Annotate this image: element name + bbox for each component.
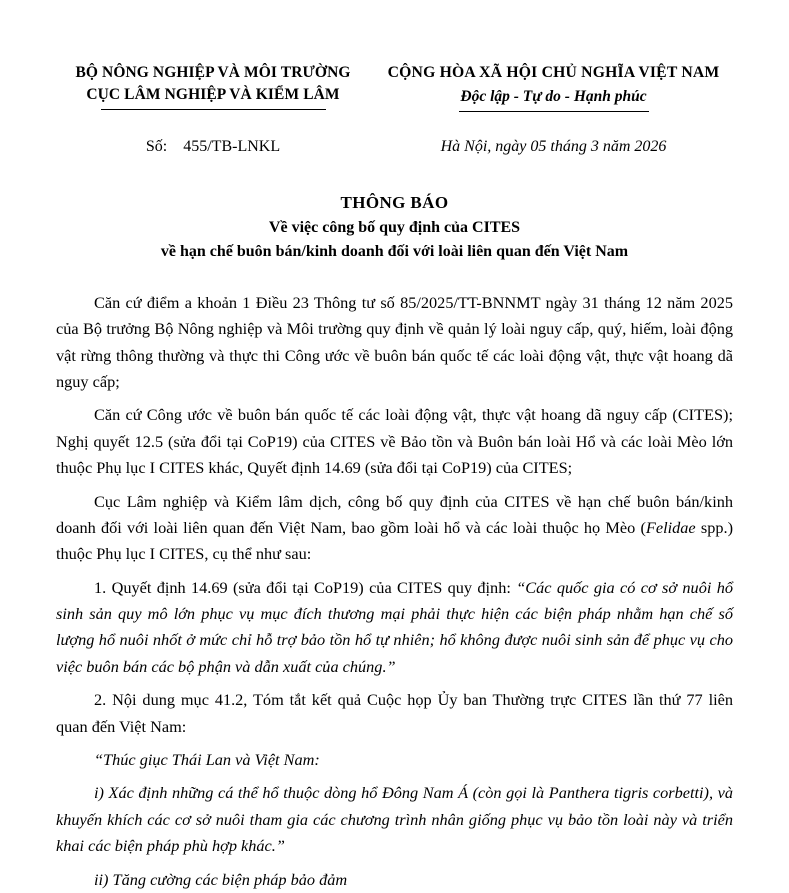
paragraph-legal-basis-1: Căn cứ điểm a khoản 1 Điều 23 Thông tư số 85/2025/TT-BNNMT ngày 31 tháng 12 năm 2025 của Bộ trưởng Bộ Nông nghiệp và Môi trường quy định về quản lý loài nguy cấp, quý, hiếm, loài động vật rừng thông thường và thực thi Công ước về buôn bán quốc tế các loài động vật, thực vật hoang dã nguy cấp; [56,292,733,391]
item-1-prefix: 1. Quyết định 14.69 (sửa đổi tại CoP19) của CITES quy định: [94,577,517,597]
announcement-prefix: Cục Lâm nghiệp và Kiểm lâm dịch, công bố quy định của CITES về hạn chế buôn bán/kinh doanh đối với loài liên quan đến Việt Nam, bao gồm loài hổ và các loài thuộc họ Mèo ( [56,491,733,537]
department-name: CỤC LÂM NGHIỆP VÀ KIỂM LÂM [86,86,340,103]
header-left-divider [101,109,326,110]
document-body [0,290,789,893]
quote-item-i-latin: Panthera tigris corbetti [548,783,704,803]
quote-item-ii-partial: ii) Tăng cường các biện pháp bảo đảm [94,869,348,889]
national-title-block [372,62,735,112]
quote-item-i-prefix: i) Xác định những cá thể hổ thuộc dòng hổ Đông Nam Á (còn gọi là [94,783,549,803]
document-title-block [0,190,789,264]
paragraph-announcement [56,489,733,568]
ministry-name: BỘ NÔNG NGHIỆP VÀ MÔI TRƯỜNG [75,64,351,81]
document-number-label: Số: [145,138,168,156]
paragraph-legal-basis-2: Căn cứ Công ước về buôn bán quốc tế các loài động vật, thực vật hoang dã nguy cấp (CITES); Nghị quyết 12.5 (sửa đổi tại CoP19) của CITES về Bảo tồn và Buôn bán loài Hổ và các loài Mèo lớn thuộc Phụ lục I CITES khác, Quyết định 14.69 (sửa đổi tại CoP19) của CITES; [56,405,733,478]
national-motto: Độc lập - Tự do - Hạnh phúc [460,88,647,106]
item-1-quote: “Các quốc gia có cơ sở nuôi hổ sinh sản quy mô lớn phục vụ mục đích thương mại phải thực hiện các biện pháp nhằm hạn chế số lượng hổ nuôi nhốt ở mức chỉ hỗ trợ bảo tồn hổ tự nhiên; hổ không được nuôi sinh sản để phục vụ cho việc buôn bán các bộ phận và dẫn xuất của chúng.” [56,577,734,676]
document-number-suffix: /TB-LNKL [207,138,281,156]
header-right-divider [459,111,649,112]
document-subtitle-line1: Về việc công bố quy định của CITES [268,218,521,236]
document-subtitle-line2: về hạn chế buôn bán/kinh doanh đối với loài liên quan đến Việt Nam [160,242,629,260]
quote-item-i-suffix: ), và khuyến khích các cơ sở nuôi tham gia các chương trình nhân giống phục vụ bảo tồn loài này và triển khai các biện pháp phù hợp khác.” [56,783,733,856]
document-number [54,138,372,156]
page-title: THÔNG BÁO [340,193,449,213]
announcement-middle: spp.) thuộc Phụ lục I CITES [56,517,733,564]
quote-item-i [56,780,733,859]
document-number-row [0,138,789,156]
species-latin-name: Felidae [645,517,696,537]
issuing-agency-block [54,62,372,110]
document-header [0,0,789,112]
item-2: 2. Nội dung mục 41.2, Tóm tắt kết quả Cuộc họp Ủy ban Thường trực CITES lần thứ 77 liên quan đến Việt Nam: [56,690,733,736]
document-number-value: 455 [183,138,208,156]
announcement-suffix: , cụ thể như sau: [204,544,312,564]
item-1 [56,575,733,681]
quote-heading: “Thúc giục Thái Lan và Việt Nam: [94,750,320,770]
country-name: CỘNG HÒA XÃ HỘI CHỦ NGHĨA VIỆT NAM [387,64,720,81]
place-and-date: Hà Nội, ngày 05 tháng 3 năm 2026 [440,138,667,156]
